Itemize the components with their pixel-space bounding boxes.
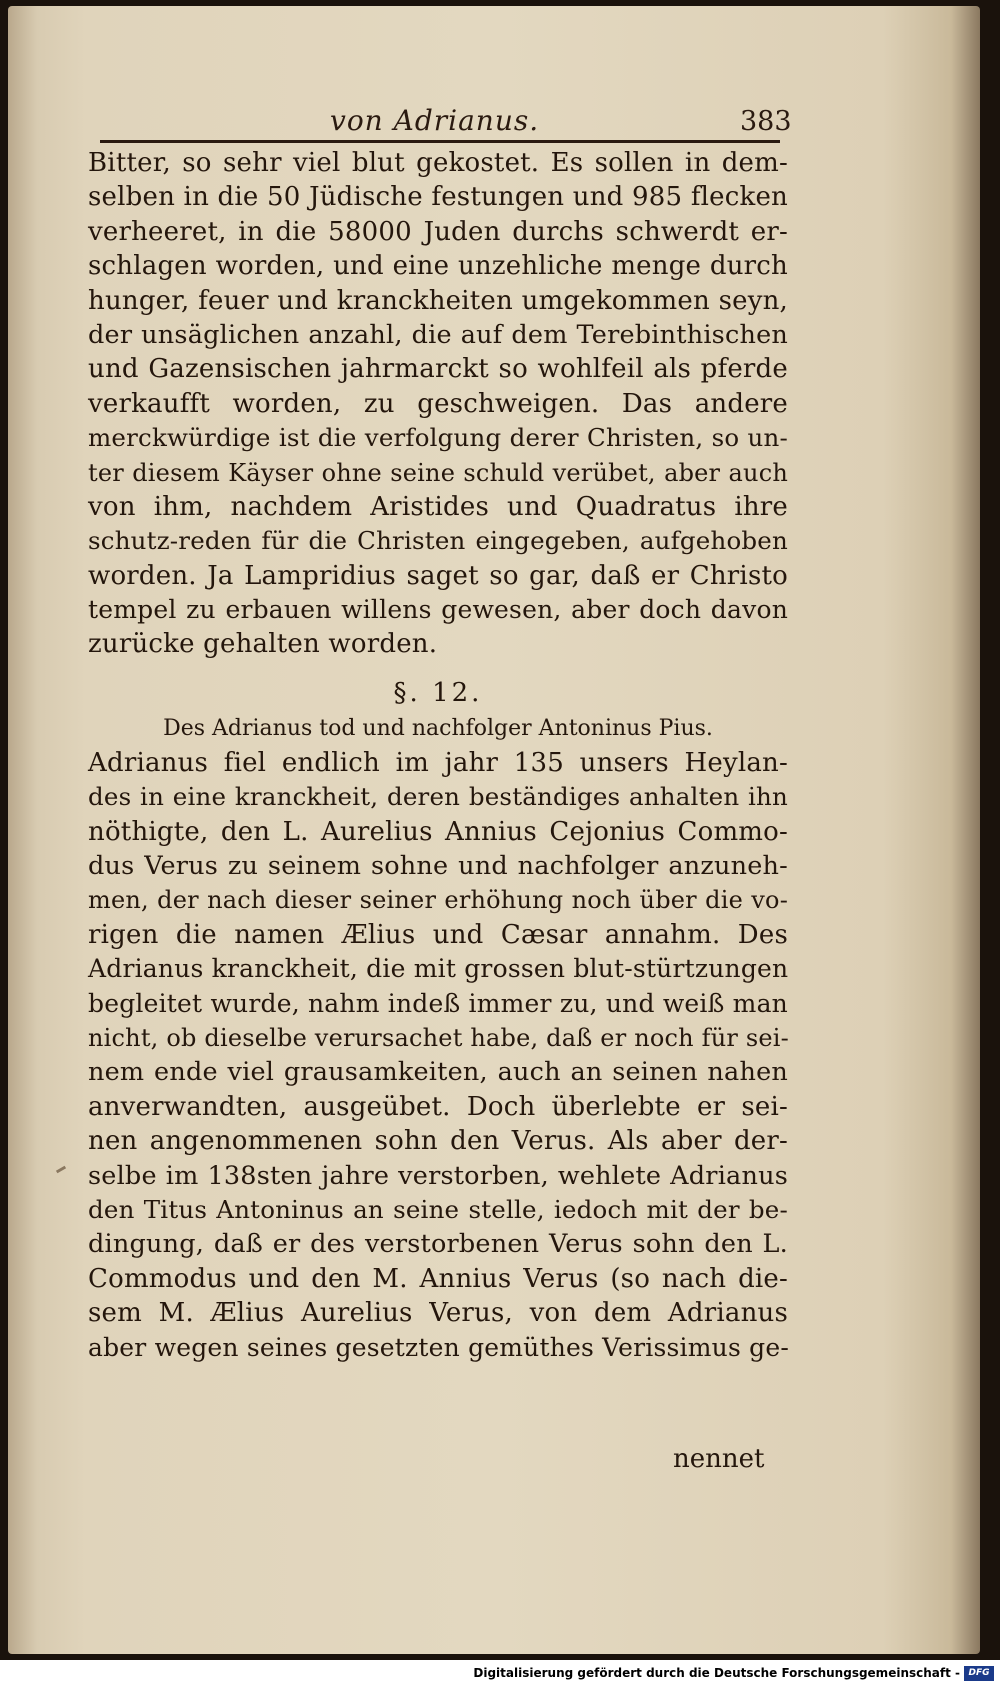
- text-line: nem ende viel grausamkeiten, auch an seinen nahen: [88, 1057, 788, 1088]
- section-subtitle: Des Adrianus tod und nachfolger Antoninus Pius.: [163, 715, 713, 741]
- text-line: dus Verus zu seinem sohne und nachfolger anzuneh-: [88, 851, 788, 882]
- text-line: Adrianus fiel endlich im jahr 135 unsers Heylan-: [88, 747, 788, 778]
- text-line: ter diesem Käyser ohne seine schuld verübet, aber auch: [88, 458, 788, 487]
- text-line: Bitter, so sehr viel blut gekostet. Es sollen in dem-: [88, 148, 788, 178]
- margin-mark: [56, 1166, 66, 1174]
- header-rule: [100, 140, 780, 143]
- digitization-footer: [0, 1662, 1000, 1687]
- text-line: des in eine kranckheit, deren beständiges anhalten ihn: [88, 782, 788, 812]
- paragraph-2: [88, 746, 788, 1365]
- text-line: begleitet wurde, nahm indeß immer zu, und weiß man: [88, 988, 788, 1018]
- book-page: [8, 6, 980, 1654]
- dfg-logo-icon: DFG: [964, 1666, 994, 1681]
- text-line: schlagen worden, und eine unzehliche menge durch: [88, 251, 788, 282]
- text-line: worden. Ja Lampridius saget so gar, daß er Christo: [88, 560, 788, 591]
- text-line: sem M. Ælius Aurelius Verus, von dem Adrianus: [88, 1298, 788, 1329]
- text-line: schutz-reden für die Christen eingegeben, aufgehoben: [88, 526, 788, 556]
- footer-credit: Digitalisierung gefördert durch die Deutsche Forschungsgemeinschaft -: [473, 1666, 960, 1680]
- text-line: dingung, daß er des verstorbenen Verus sohn den L.: [88, 1229, 788, 1260]
- catchword: nennet: [673, 1444, 765, 1474]
- text-line: zurücke gehalten worden.: [88, 629, 438, 660]
- body-text: [88, 146, 788, 1365]
- text-line: aber wegen seines gesetzten gemüthes Verissimus ge-: [88, 1332, 789, 1362]
- text-line: den Titus Antoninus an seine stelle, iedoch mit der be-: [88, 1194, 788, 1224]
- text-line: anverwandten, ausgeübet. Doch überlebte er sei-: [88, 1091, 788, 1122]
- text-line: merckwürdige ist die verfolgung derer Christen, so un-: [88, 423, 788, 453]
- text-line: nen angenommenen sohn den Verus. Als aber der-: [88, 1126, 788, 1157]
- text-line: von ihm, nachdem Aristides und Quadratus ihre: [88, 491, 788, 522]
- paragraph-1: [88, 146, 788, 662]
- text-line: der unsäglichen anzahl, die auf dem Terebinthischen: [88, 319, 788, 350]
- text-line: selbe im 138sten jahre verstorben, wehlete Adrianus: [88, 1160, 788, 1191]
- text-line: verkaufft worden, zu geschweigen. Das andere: [88, 388, 788, 419]
- text-line: Commodus und den M. Annius Verus (so nach die-: [88, 1263, 788, 1294]
- text-line: men, der nach dieser seiner erhöhung noch über die vo-: [88, 886, 788, 915]
- running-title: von Adrianus.: [330, 104, 540, 137]
- text-line: tempel zu erbauen willens gewesen, aber doch davon: [88, 595, 788, 625]
- page-number: 383: [740, 106, 792, 137]
- text-line: nicht, ob dieselbe verursachet habe, daß er noch für sei-: [88, 1023, 789, 1052]
- section-number: §. 12.: [393, 677, 483, 708]
- text-line: selben in die 50 Jüdische festungen und 985 flecken: [88, 182, 788, 213]
- text-line: hunger, feuer und kranckheiten umgekommen seyn,: [88, 285, 788, 316]
- text-line: verheeret, in die 58000 Juden durchs schwerdt er-: [88, 216, 788, 247]
- page-header: [100, 98, 792, 142]
- text-line: und Gazensischen jahrmarckt so wohlfeil als pferde: [88, 354, 788, 385]
- text-line: Adrianus kranckheit, die mit grossen blut-stürtzungen: [88, 954, 789, 984]
- text-line: nöthigte, den L. Aurelius Annius Cejonius Commo-: [88, 816, 788, 847]
- text-line: rigen die namen Ælius und Cæsar annahm. Des: [88, 919, 788, 950]
